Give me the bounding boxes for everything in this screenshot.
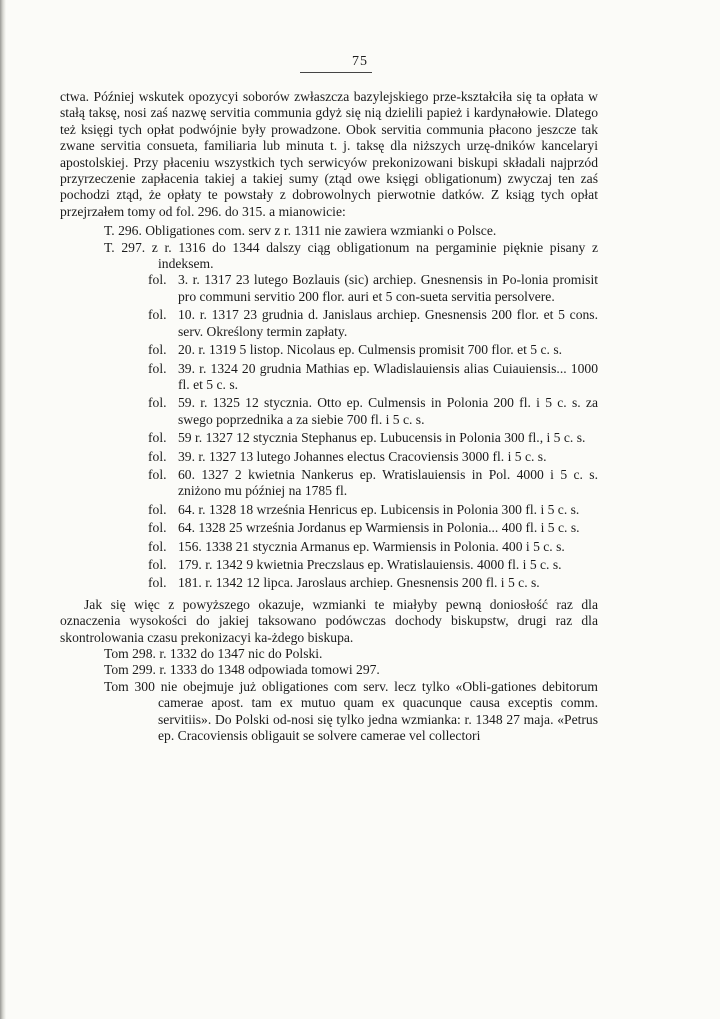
middle-paragraph: Jak się więc z powyższego okazuje, wzmianki te miałyby pewną doniosłość raz dla oznaczenia wysokości do jakiej taksowano podówczas dochody biskupstw, drugi raz dla skontrolowania czasu prekonizacyi ka-żdego biskupa.: [60, 596, 598, 645]
folio-label: fol.: [148, 360, 167, 376]
folio-label: fol.: [148, 575, 167, 591]
tomes-first-block: [104, 223, 598, 272]
folio-entry: [148, 467, 598, 500]
tome-text: r. 1333 do 1348 odpowiada tomowi 297.: [159, 662, 380, 678]
folio-entry: [148, 430, 598, 446]
tome-entry: [104, 240, 598, 273]
folio-entry: [148, 307, 598, 340]
folio-text: 64. r. 1328 18 września Henricus ep. Lubicensis in Polonia 300 fl. i 5 c. s.: [178, 501, 580, 517]
folio-text: 60. 1327 2 kwietnia Nankerus ep. Wratislauiensis in Pol. 4000 i 5 c. s. zniżono mu później na 1785 fl.: [178, 466, 598, 499]
tome-label: T. 296.: [104, 223, 142, 239]
page-number-rule: [300, 72, 372, 73]
tome-text: r. 1332 do 1347 nic do Polski.: [159, 646, 323, 661]
intro-paragraph: ctwa. Później wskutek opozycyi soborów zwłaszcza bazylejskiego prze-kształciła się ta opłata w stałą taksę, nosi zaś nazwę servitia communia gdyż się nią dzielili papież i kardynałowie. Dlatego też księgi tych opłat podwójnie były prowadzone. Obok servitia communia płacono jeszcze tak zwane servitia consueta, familiaria lub minuta t. j. taksę dla niższych urzę-dników kancelaryi apostolskiej. Przy płaceniu wszystkich tych serwicyów prekonizowani biskupi składali najprzód przyrzeczenie zapłacenia takiej a takiej sumy (ztąd owe księgi obligationum) zwyczaj ten zaś pochodzi ztąd, że opłaty te powstały z dobrowolnych pierwotnie datków. Z ksiąg tych opłat przejrzałem tomy od fol. 296. do 315. a mianowicie:: [60, 89, 598, 219]
folio-label: fol.: [148, 272, 167, 288]
folio-text: 179. r. 1342 9 kwietnia Preczslaus ep. Wratislauiensis. 4000 fl. i 5 c. s.: [178, 556, 562, 572]
folio-text: 10. r. 1317 23 grudnia d. Janislaus archiep. Gnesnensis 200 flor. et 5 cons. serv. Określony termin zapłaty.: [178, 307, 598, 339]
folio-label: fol.: [148, 430, 167, 446]
book-spine-shadow: [0, 0, 6, 1019]
folio-text: 20. r. 1319 5 listop. Nicolaus ep. Culmensis promisit 700 flor. et 5 c. s.: [178, 342, 563, 358]
page-number: 75: [352, 54, 368, 69]
tome-label: Tom 299.: [104, 662, 156, 678]
tome-text: z r. 1316 do 1344 dalszy ciąg obligationum na pergaminie pięknie pisany z indeksem.: [151, 239, 598, 272]
folio-text: 59. r. 1325 12 stycznia. Otto ep. Culmensis in Polonia 200 fl. i 5 c. s. za swego poprzednika a za siebie 700 fl. i 5 c. s.: [178, 395, 598, 427]
folio-entry: [148, 272, 598, 305]
tome-label: Tom 298.: [104, 646, 156, 661]
folio-entry: [148, 520, 598, 536]
tome-entry: [104, 646, 598, 662]
folio-entry: [148, 361, 598, 394]
folio-label: fol.: [148, 395, 167, 411]
folio-text: 181. r. 1342 12 lipca. Jaroslaus archiep. Gnesnensis 200 fl. i 5 c. s.: [178, 575, 540, 591]
folio-text: 64. 1328 25 września Jordanus ep Warmiensis in Polonia... 400 fl. i 5 c. s.: [178, 520, 580, 536]
folio-label: fol.: [148, 466, 167, 482]
tome-text: Obligationes com. serv z r. 1311 nie zawiera wzmianki o Polsce.: [145, 223, 497, 239]
folio-text: 59 r. 1327 12 stycznia Stephanus ep. Lubucensis in Polonia 300 fl., i 5 c. s.: [178, 430, 586, 446]
folio-entry: [148, 395, 598, 428]
folio-text: 39. r. 1324 20 grudnia Mathias ep. Wladislauiensis alias Cuiauiensis... 1000 fl. et 5 c. s.: [178, 360, 598, 392]
folio-text: 156. 1338 21 stycznia Armanus ep. Warmiensis in Polonia. 400 i 5 c. s.: [178, 538, 565, 554]
tome-entry: [104, 662, 598, 678]
folio-entry: [148, 575, 598, 591]
tome-text: nie obejmuje już obligationes com serv. lecz tylko «Obli-gationes debitorum camerae apost. tam ex mutuo quam ex quacunque causa exceptis comm. servitiis». Do Polski od-nosi się tylko jedna wzmianka: r. 1348 27 maja. «Petrus ep. Cracoviensis obligauit se solvere camerae vel collectori: [158, 678, 599, 744]
folio-label: fol.: [148, 538, 167, 554]
tome-entry: [104, 679, 598, 745]
tome-entry: [104, 223, 598, 239]
folio-entry: [148, 502, 598, 518]
folio-label: fol.: [148, 556, 167, 572]
tomes-last-block: [104, 646, 598, 744]
tome-label: T. 297.: [104, 239, 146, 255]
page-body: [60, 89, 598, 744]
folio-list: [60, 272, 598, 591]
folio-entry: [148, 342, 598, 358]
folio-text: 3. r. 1317 23 lutego Bozlauis (sic) archiep. Gnesnensis in Po-lonia promisit pro communi servitio 200 flor. auri et 5 con-sueta servitia persolvere.: [178, 272, 598, 304]
folio-entry: [148, 557, 598, 573]
folio-label: fol.: [148, 448, 167, 464]
folio-text: 39. r. 1327 13 lutego Johannes electus Cracoviensis 3000 fl. i 5 c. s.: [178, 448, 547, 464]
folio-label: fol.: [148, 342, 167, 358]
folio-label: fol.: [148, 520, 167, 536]
folio-label: fol.: [148, 501, 167, 517]
tome-label: Tom 300: [104, 678, 155, 694]
folio-entry: [148, 539, 598, 555]
folio-entry: [148, 449, 598, 465]
folio-label: fol.: [148, 307, 167, 323]
